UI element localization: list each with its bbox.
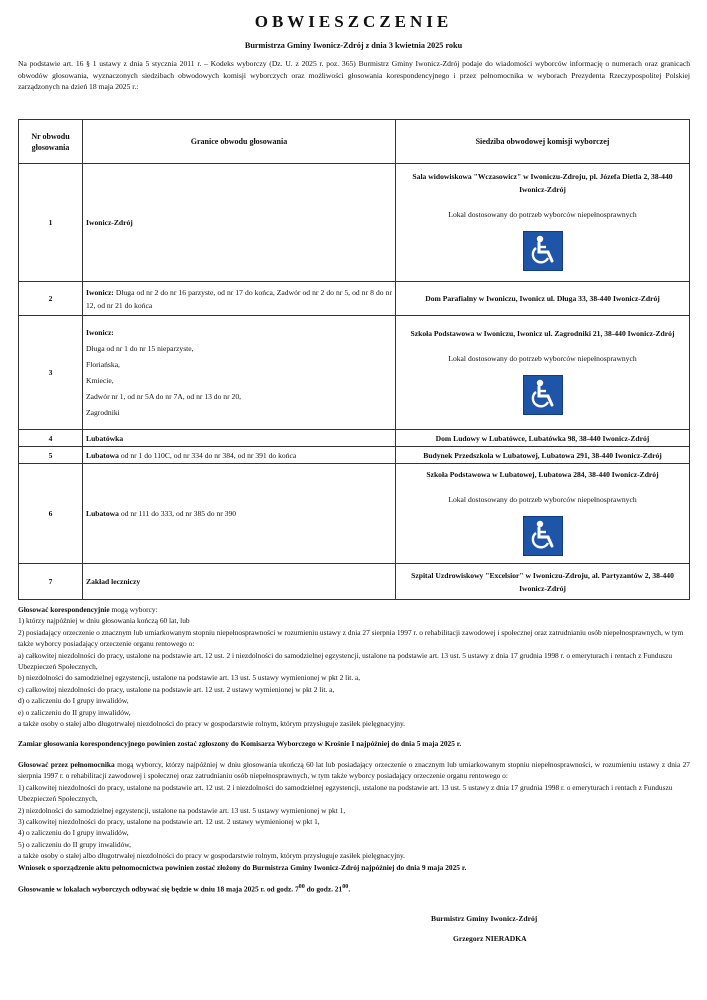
street-item: Długa od nr 1 do nr 15 nieparzyste,: [86, 343, 194, 353]
seat-address: Sala widowiskowa "Wczasowicz" w Iwoniczu-Zdroju, pl. Józefa Dietla 2, 38-440 Iwonicz-Zdrój: [412, 172, 673, 194]
wheelchair-icon: [523, 375, 563, 415]
district-number: 1: [19, 164, 83, 282]
table-row: [19, 464, 690, 564]
table-row: [19, 564, 690, 600]
district-bounds: [83, 164, 396, 282]
correspondence-item: c) całkowitej niezdolności do pracy, ustalone na podstawie art. 12 ust. 2 ustawy wymienionej w pkt 2 lit. a,: [18, 684, 335, 694]
district-number: 2: [19, 282, 83, 316]
proxy-item: 5) o zaliczeniu do II grupy inwalidów,: [18, 839, 132, 849]
street-item: Floriańska,: [86, 359, 120, 369]
street-item: Zagrodniki: [86, 407, 120, 417]
header-commission-seat: Siedziba obwodowej komisji wyborczej: [396, 120, 690, 164]
seat-address: Budynek Przedszkola w Lubatowej, Lubatowa 291, 38-440 Iwonicz-Zdrój: [423, 450, 662, 460]
district-bounds-bold: Lubatowa: [86, 509, 119, 518]
district-bounds-bold: Zakład leczniczy: [86, 577, 141, 586]
document-subtitle: Burmistrza Gminy Iwonicz-Zdrój z dnia 3 kwietnia 2025 roku: [244, 41, 463, 50]
correspondence-intro-text: mogą wyborcy:: [109, 605, 158, 614]
proxy-item: 1) całkowitej niezdolności do pracy, ustalone na podstawie art. 12 ust. 2 i niezdolności do samodzielnej egzystencji, ustalone na podstawie art. 13 ust. 5 ustawy z dnia 17 grudnia 1998 r. o emeryturach i rentach z Funduszu Ubezpieczeń Społecznych,: [18, 782, 673, 804]
correspondence-intro: [18, 604, 690, 615]
street-item: Kmiecie,: [86, 375, 114, 385]
voting-start-minutes: 00: [298, 883, 305, 890]
correspondence-item: 1) którzy najpóźniej w dniu głosowania kończą 60 lat, lub: [18, 616, 190, 626]
proxy-item: a także osoby o stałej albo długotrwałej niezdolności do pracy w gospodarstwie rolnym, którym przysługuje zasiłek pielęgnacyjny.: [18, 851, 406, 861]
seat-address: Szpital Uzdrowiskowy "Excelsior" w Iwoniczu-Zdroju, al. Partyzantów 2, 38-440 Iwonicz-Zdrój: [411, 570, 674, 593]
proxy-deadline: Wniosek o sporządzenie aktu pełnomocnictwa powinien zostać złożony do Burmistrza Gminy Iwonicz-Zdrój najpóźniej do dnia 9 maja 2025 r.: [18, 862, 467, 872]
document-title: OBWIESZCZENIE: [254, 12, 453, 31]
district-bounds-bold: Lubatowa: [86, 450, 119, 460]
table-row: [19, 282, 690, 316]
header-district-number: Nr obwodu głosowania: [19, 120, 83, 164]
table-row: [19, 447, 690, 464]
district-bounds: [83, 447, 396, 464]
street-item: Zadwór nr 1, od nr 5A do nr 7A, od nr 13 do nr 20,: [86, 391, 242, 401]
signature-role: Burmistrz Gminy Iwonicz-Zdrój: [431, 914, 538, 923]
table-row: [19, 316, 690, 430]
voting-end-minutes: 00: [342, 883, 349, 890]
district-bounds: [83, 430, 396, 447]
district-bounds: [83, 316, 396, 430]
seat-address: Szkoła Podstawowa w Lubatowej, Lubatowa 284, 38-440 Iwonicz-Zdrój: [426, 469, 659, 479]
districts-table: [18, 119, 690, 600]
district-bounds: [83, 564, 396, 600]
wheelchair-icon: [523, 516, 563, 556]
commission-seat: [396, 447, 690, 464]
correspondence-item: e) o zaliczeniu do II grupy inwalidów,: [18, 707, 131, 717]
district-number: 5: [19, 447, 83, 464]
district-bounds-bold: Lubatówka: [86, 433, 124, 443]
accessible-note: Lokal dostosowany do potrzeb wyborców niepełnosprawnych: [448, 210, 637, 219]
proxy-intro-text: mogą wyborcy, którzy najpóźniej w dniu głosowania ukończą 60 lat lub posiadający orzeczenie o znacznym lub umiarkowanym stopniu niepełnosprawności, w rozumieniu ustawy z dnia 27 sierpnia 1997 r. o rehabilitacji zawodowej i społecznej oraz zatrudnianiu osób niepełnosprawnych, w tym także wyborcy posiadający orzeczenie organu rentowego o:: [18, 759, 690, 781]
district-number: 7: [19, 564, 83, 600]
correspondence-item: a także osoby o stałej albo długotrwałej niezdolności do pracy w gospodarstwie rolnym, którym przysługuje zasiłek pielęgnacyjny.: [18, 719, 406, 729]
district-number: 4: [19, 430, 83, 447]
notes-section: [18, 604, 690, 895]
seat-address: Dom Ludowy w Lubatówce, Lubatówka 98, 38-440 Iwonicz-Zdrój: [435, 433, 650, 443]
voting-hours-mid: do godz. 21: [304, 884, 343, 894]
commission-seat: [396, 430, 690, 447]
accessible-note: Lokal dostosowany do potrzeb wyborców niepełnosprawnych: [448, 494, 637, 504]
voting-hours-text: Głosowanie w lokalach wyborczych odbywać się będzie w dniu 18 maja 2025 r. od godz. 7: [18, 884, 299, 894]
proxy-item: 3) całkowitej niezdolności do pracy, ustalone na podstawie art. 12 ust. 2 ustawy wymienionej w pkt 1,: [18, 816, 320, 826]
district-bounds: [83, 464, 396, 564]
district-bounds-text: od nr 111 do 333, od nr 385 do nr 390: [118, 509, 237, 518]
correspondence-heading: Głosować korespondencyjnie: [18, 605, 110, 614]
voting-hours: [18, 882, 690, 895]
district-number: 6: [19, 464, 83, 564]
district-bounds: [83, 282, 396, 316]
correspondence-item: b) niezdolności do samodzielnej egzystencji, ustalone na podstawie art. 13 ust. 5 ustawy wymienionej w pkt 2 lit. a,: [18, 673, 361, 683]
commission-seat: [396, 316, 690, 430]
seat-address: Dom Parafialny w Iwoniczu, Iwonicz ul. Długa 33, 38-440 Iwonicz-Zdrój: [425, 294, 660, 303]
table-header-row: [19, 120, 690, 164]
correspondence-item: d) o zaliczeniu do I grupy inwalidów,: [18, 696, 129, 706]
seat-address: Szkoła Podstawowa w Iwoniczu, Iwonicz ul. Zagrodniki 21, 38-440 Iwonicz-Zdrój: [410, 328, 675, 338]
table-row: [19, 430, 690, 447]
table-row: [19, 164, 690, 282]
commission-seat: [396, 164, 690, 282]
district-bounds-text: od nr 1 do 110C, od nr 334 do nr 384, od nr 391 do końca: [118, 450, 297, 460]
intro-paragraph: Na podstawie art. 16 § 1 ustawy z dnia 5 stycznia 2011 r. – Kodeks wyborczy (Dz. U. z 2025 r. poz. 365) Burmistrz Gminy Iwonicz-Zdrój podaje do wiadomości wyborców informację o numerach oraz granicach obwodów głosowania, wyznaczonych siedzibach obwodowych komisji wyborczych oraz możliwości głosowania korespondencyjnego i przez pełnomocnika w wyborach Prezydenta Rzeczypospolitej Polskiej zarządzonych na dzień 18 maja 2025 r.:: [18, 59, 690, 92]
correspondence-item: 2) posiadający orzeczenie o znacznym lub umiarkowanym stopniu niepełnosprawności w rozumieniu ustawy z dnia 27 sierpnia 1997 r. o rehabilitacji zawodowej i społecznej oraz zatrudnianiu osób niepełnosprawnych, w tym także wyborcy posiadający orzeczenie organu rentowego o:: [18, 627, 684, 649]
wheelchair-icon: [523, 231, 563, 271]
proxy-intro: [18, 759, 690, 782]
commission-seat: [396, 464, 690, 564]
proxy-heading: Głosować przez pełnomocnika: [18, 759, 115, 769]
correspondence-item: a) całkowitej niezdolności do pracy, ustalone na podstawie art. 12 ust. 2 i niezdolności do samodzielnej egzystencji, ustalone na podstawie art. 13 ust. 5 ustawy z dnia 17 grudnia 1998 r. o emeryturach i rentach z Funduszu Ubezpieczeń Społecznych,: [18, 650, 673, 672]
signature-name: Grzegorz NIERADKA: [453, 934, 527, 943]
proxy-item: 4) o zaliczeniu do I grupy inwalidów,: [18, 828, 129, 838]
proxy-item: 2) niezdolności do samodzielnej egzystencji, ustalone na podstawie art. 13 ust. 5 ustawy wymienionej w pkt 1,: [18, 805, 346, 815]
commission-seat: [396, 564, 690, 600]
district-bounds-text: Długa od nr 2 do nr 16 parzyste, od nr 17 do końca, Zadwór od nr 2 do nr 5, od nr 8 do nr 12, od nr 21 do końca: [86, 287, 392, 310]
district-bounds-bold: Iwonicz:: [86, 327, 114, 337]
correspondence-deadline: Zamiar głosowania korespondencyjnego powinien zostać zgłoszony do Komisarza Wyborczego w Krośnie I najpóźniej do dnia 5 maja 2025 r.: [18, 739, 462, 749]
district-bounds-bold: Iwonicz-Zdrój: [86, 218, 133, 227]
commission-seat: [396, 282, 690, 316]
district-bounds-bold: Iwonicz:: [86, 287, 114, 297]
accessible-note: Lokal dostosowany do potrzeb wyborców niepełnosprawnych: [448, 353, 637, 363]
district-number: 3: [19, 316, 83, 430]
header-district-bounds: Granice obwodu głosowania: [83, 120, 396, 164]
voting-hours-end: .: [348, 884, 351, 894]
